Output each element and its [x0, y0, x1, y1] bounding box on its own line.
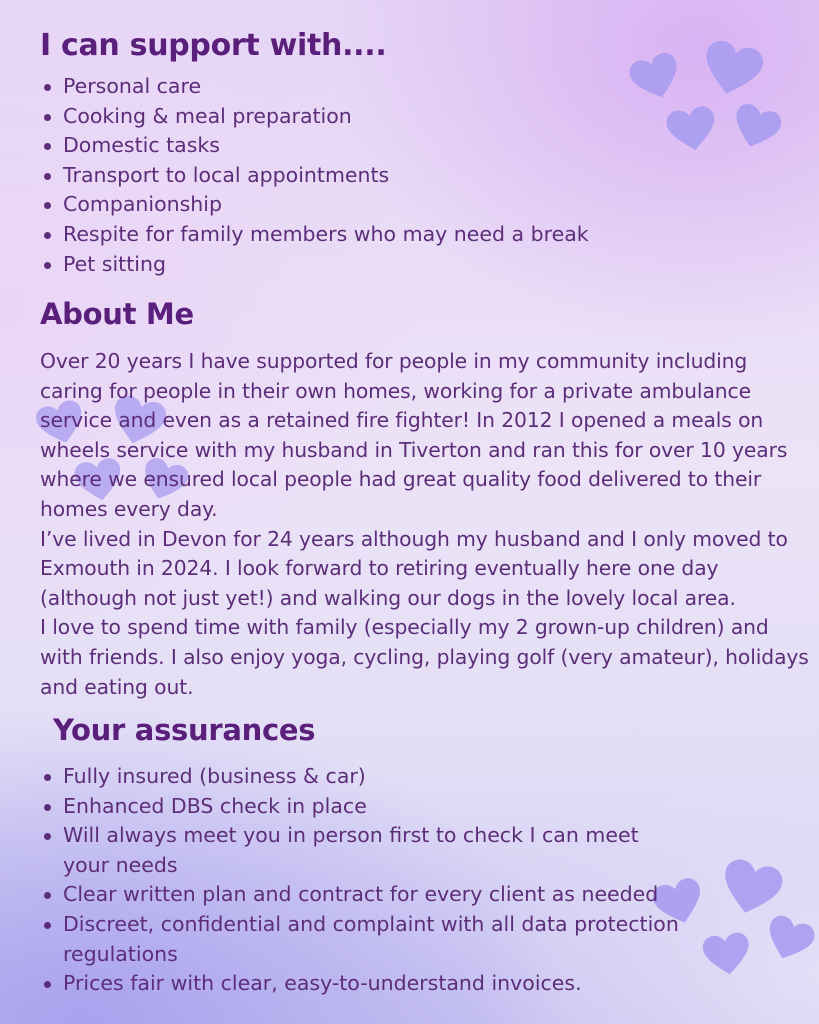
list-item: Transport to local appointments — [40, 161, 780, 191]
list-item: Clear written plan and contract for every client as needed — [40, 880, 690, 910]
support-heading: I can support with.... — [40, 28, 387, 63]
list-item: Respite for family members who may need a break — [40, 220, 780, 250]
list-item: Prices fair with clear, easy-to-understand invoices. — [40, 969, 690, 999]
about-paragraph: I love to spend time with family (especially my 2 grown-up children) and with friends. I also enjoy yoga, cycling, playing golf (very amateur), holidays and eating out. — [40, 615, 809, 699]
assurances-heading: Your assurances — [53, 713, 316, 747]
list-item: Discreet, confidential and complaint with all data protection regulations — [40, 910, 690, 969]
assurances-list — [40, 762, 690, 999]
about-paragraph: I’ve lived in Devon for 24 years although my husband and I only moved to Exmouth in 2024. I look forward to retiring eventually here one day (although not just yet!) and walking our dogs in the lovely local area. — [40, 526, 788, 610]
list-item: Enhanced DBS check in place — [40, 792, 690, 822]
list-item: Domestic tasks — [40, 131, 780, 161]
list-item: Companionship — [40, 190, 780, 220]
list-item: Cooking & meal preparation — [40, 102, 780, 132]
heart-icon — [701, 930, 753, 980]
list-item: Will always meet you in person first to check I can meet your needs — [40, 821, 690, 880]
about-heading: About Me — [40, 297, 194, 331]
list-item: Personal care — [40, 72, 780, 102]
about-body — [40, 347, 815, 702]
list-item: Fully insured (business & car) — [40, 762, 690, 792]
list-item: Pet sitting — [40, 250, 780, 280]
support-list — [40, 72, 780, 279]
about-paragraph: Over 20 years I have supported for people in my community including caring for people in their own homes, working for a private ambulance service and even as a retained fire fighter! In 2012 I opened a meals on wheels service with my husband in Tiverton and ran this for over 10 years where we ensured local people had great quality food delivered to their homes every day. — [40, 349, 788, 521]
